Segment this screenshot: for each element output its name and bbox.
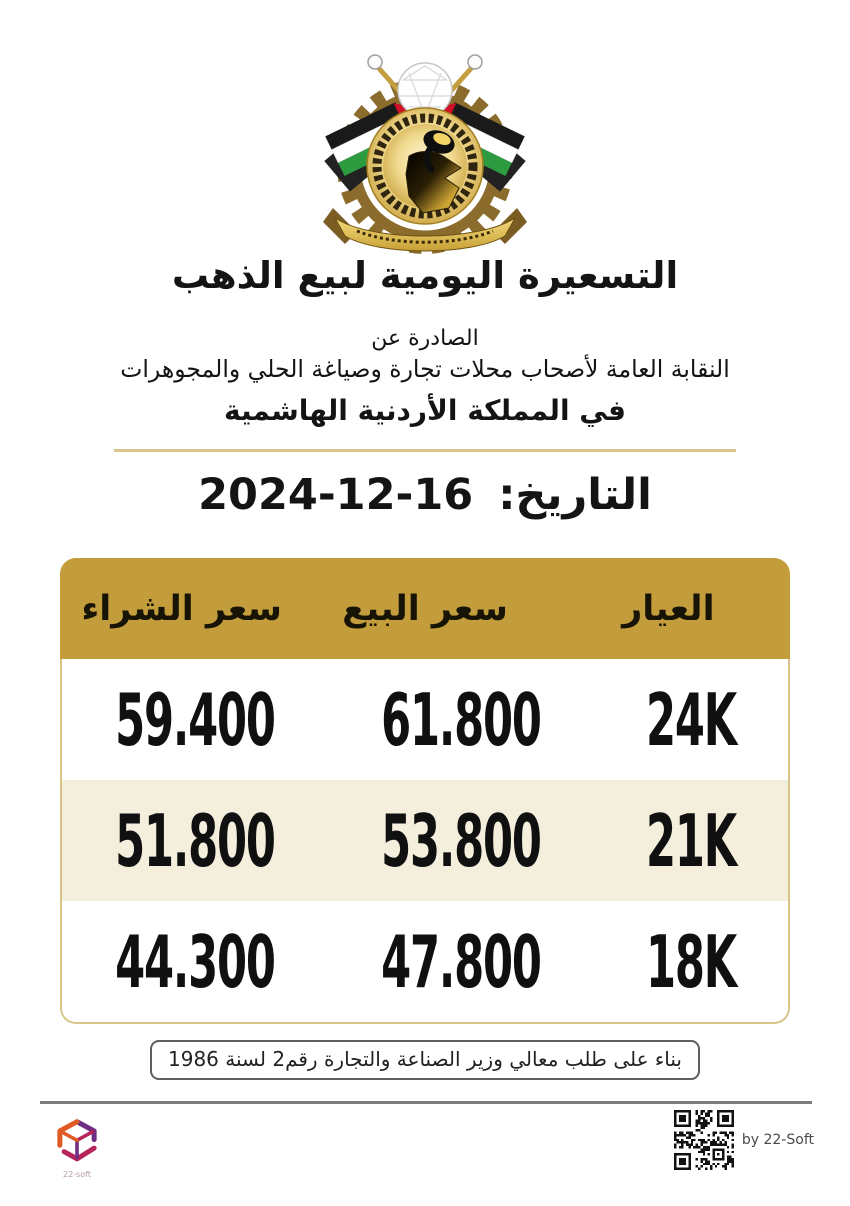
- karat-value: 24K: [645, 677, 736, 762]
- footer-divider: [40, 1101, 812, 1104]
- table-header-row: [60, 558, 790, 659]
- regulation-note: بناء على طلب معالي وزير الصناعة والتجارة رقم2 لسنة 1986: [150, 1040, 700, 1080]
- karat-value: 18K: [645, 919, 736, 1004]
- gold-price-table: [60, 558, 790, 1024]
- date-label: التاريخ:: [498, 470, 652, 520]
- sell-cell: [328, 920, 594, 1004]
- karat-value: 21K: [645, 798, 736, 883]
- credit-block: [674, 1110, 814, 1170]
- buy-cell: [62, 799, 328, 883]
- buy-value: 44.300: [115, 919, 275, 1004]
- region-line: في المملكة الأردنية الهاشمية: [224, 394, 626, 427]
- sell-cell: [328, 799, 594, 883]
- col-header-buy: سعر الشراء: [81, 588, 282, 629]
- qr-code-icon: [674, 1110, 734, 1170]
- table-row: [62, 659, 788, 780]
- syndicate-emblem-icon: [305, 26, 545, 254]
- brand-logo: [46, 1116, 108, 1179]
- col-header-sell: سعر البيع: [342, 588, 508, 629]
- cube-logo-icon: [54, 1116, 100, 1166]
- buy-cell: [62, 678, 328, 762]
- sell-value: 53.800: [381, 798, 541, 883]
- brand-caption: 22-soft: [63, 1170, 91, 1179]
- table-row: [62, 780, 788, 901]
- buy-cell: [62, 920, 328, 1004]
- table-row: [62, 901, 788, 1022]
- karat-cell: [594, 799, 788, 883]
- karat-cell: [594, 920, 788, 1004]
- table-body: [60, 659, 790, 1024]
- col-header-karat: العيار: [622, 588, 715, 629]
- sell-value: 47.800: [381, 919, 541, 1004]
- karat-cell: [594, 678, 788, 762]
- sell-value: 61.800: [381, 677, 541, 762]
- sell-cell: [328, 678, 594, 762]
- buy-value: 51.800: [115, 798, 275, 883]
- page-title: التسعيرة اليومية لبيع الذهب: [171, 254, 679, 297]
- gold-divider: [114, 449, 736, 452]
- credit-text: by 22-Soft: [741, 1132, 814, 1148]
- buy-value: 59.400: [115, 677, 275, 762]
- issued-by-label: الصادرة عن: [371, 326, 479, 351]
- date-line: [0, 470, 850, 520]
- issuer-name: النقابة العامة لأصحاب محلات تجارة وصياغة الحلي والمجوهرات: [120, 355, 730, 383]
- date-value: 16-12-2024: [198, 470, 474, 520]
